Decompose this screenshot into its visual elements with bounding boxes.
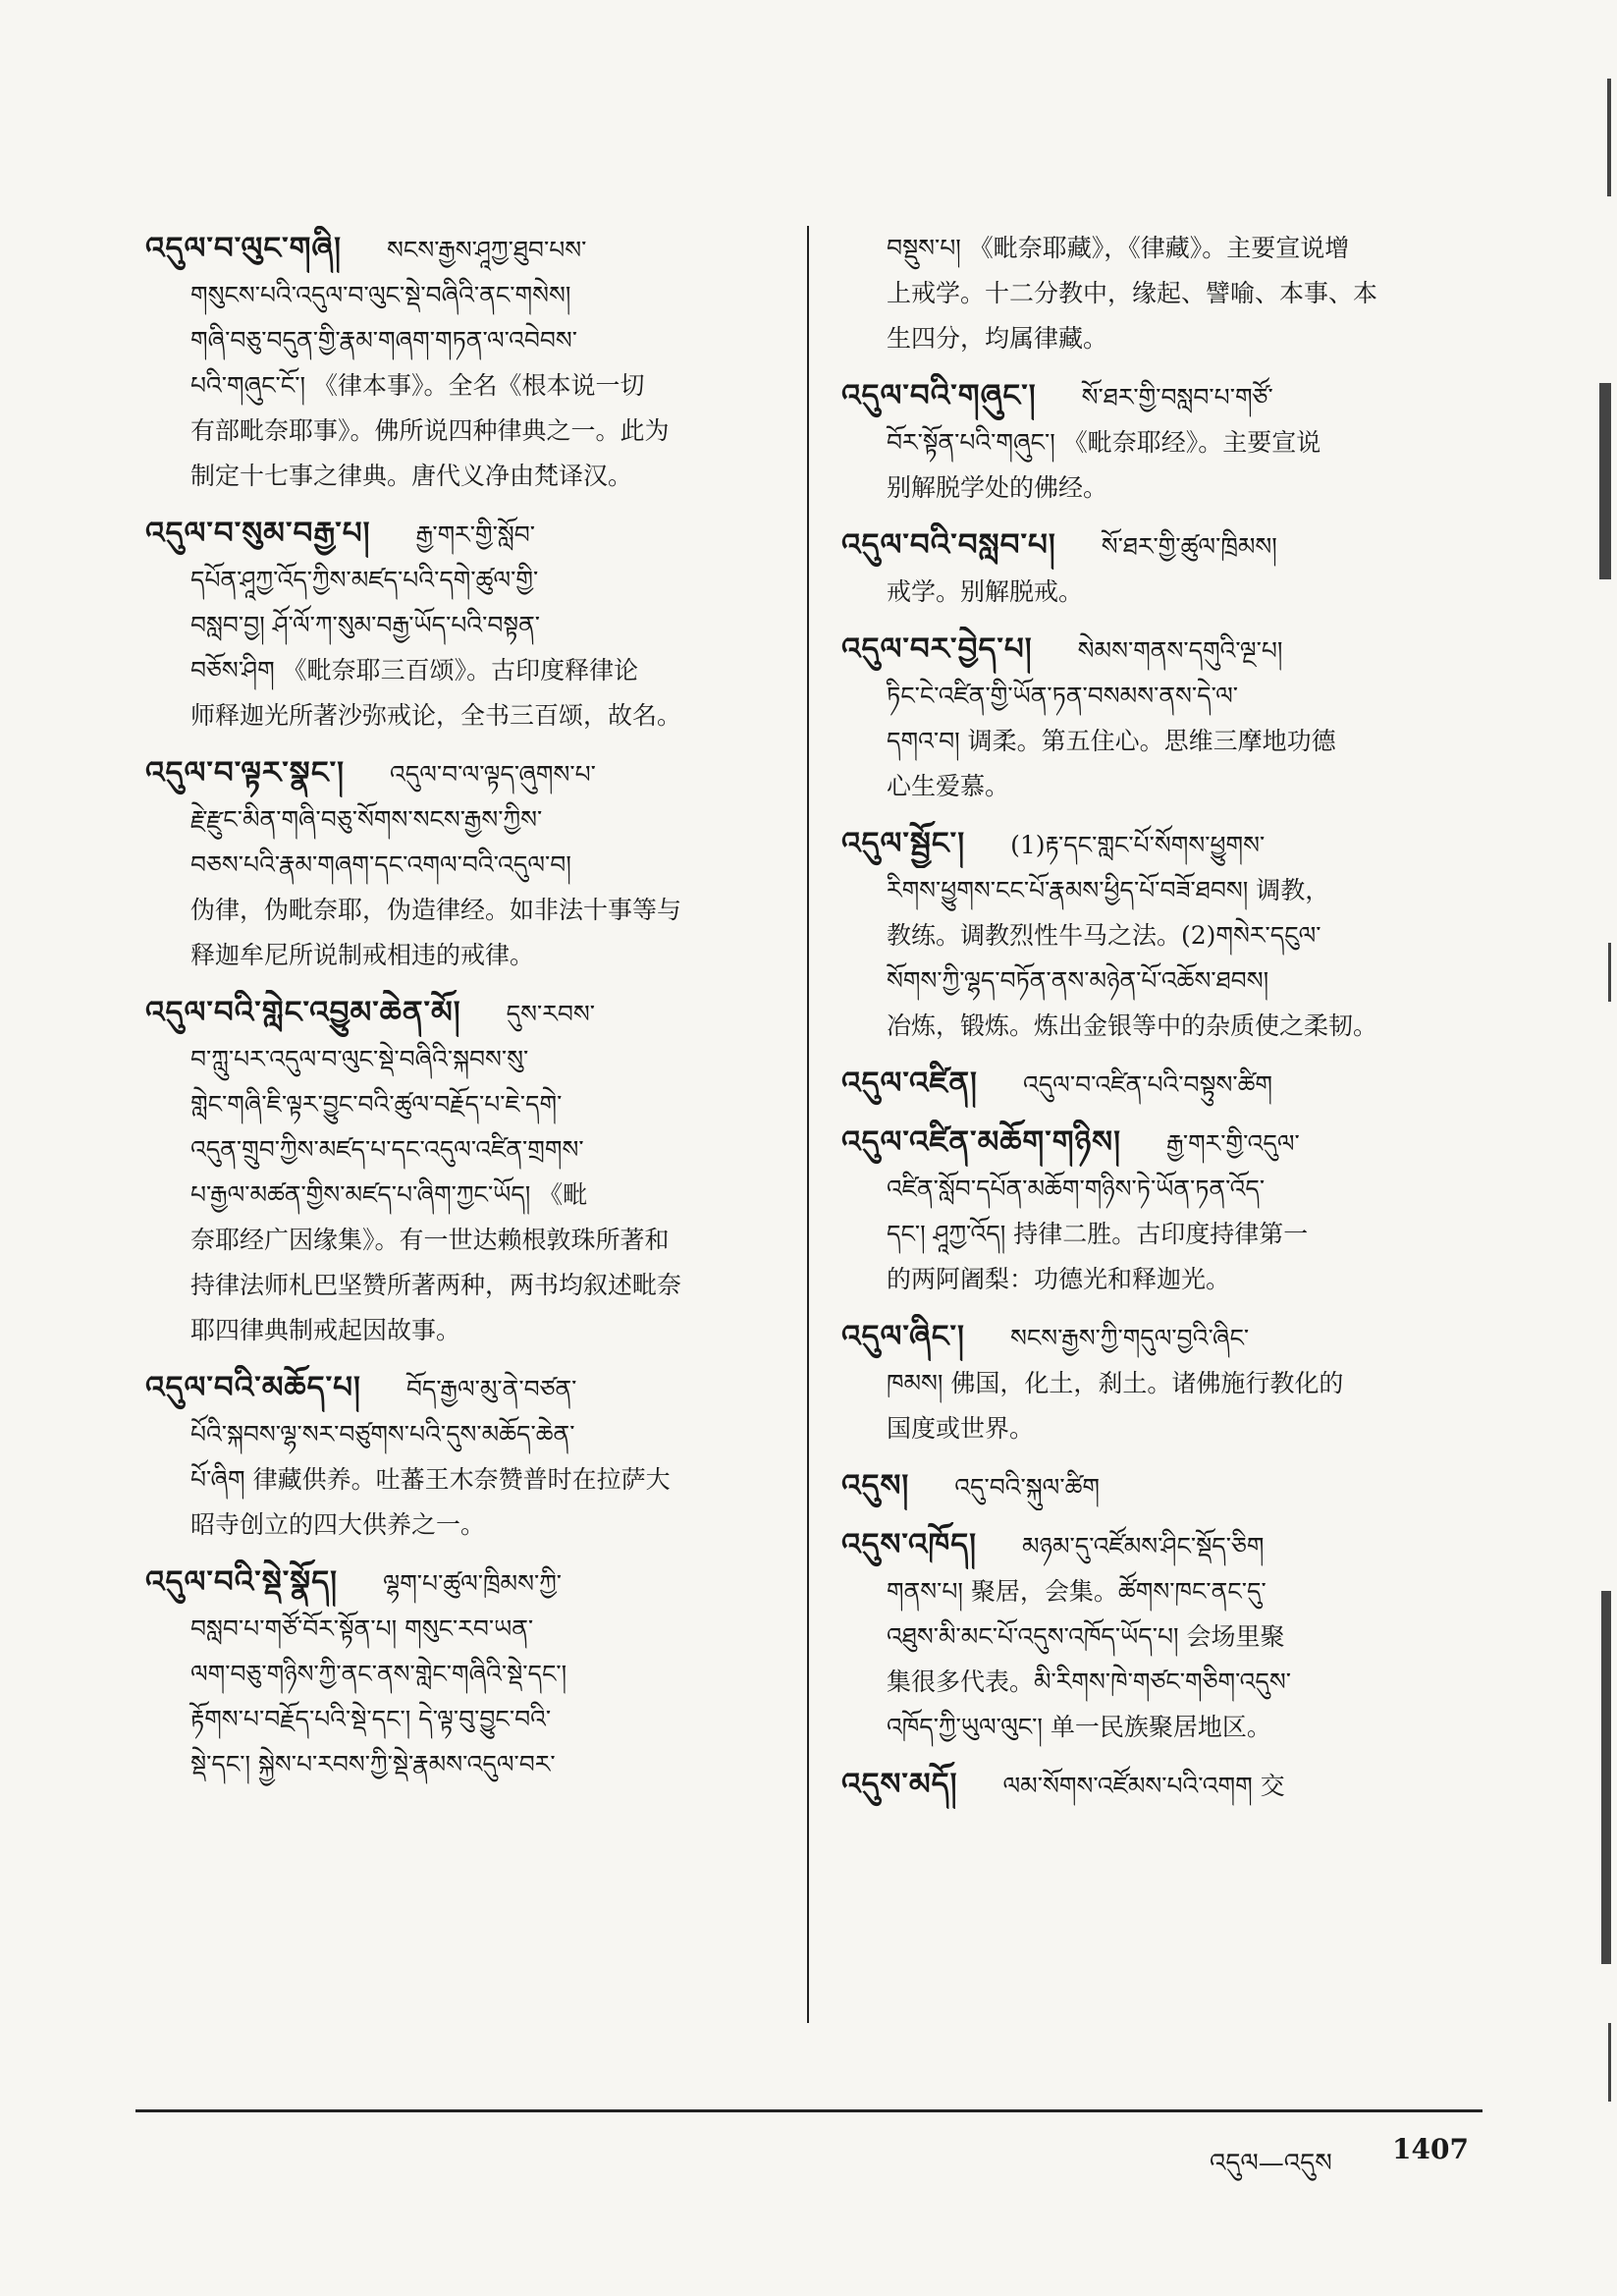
entry-line (841, 1614, 1480, 1660)
entry-line (841, 1212, 1480, 1257)
entry-text: རྗེ་རྫུང་མིན་གཞི་བཅུ་སོགས་སངས་རྒྱས་ཀྱིས་ (190, 805, 543, 834)
entry-text: 伪律，伪毗奈耶，伪造律经。如非法十事等与 (190, 896, 682, 924)
entry-text: 师释迦光所著沙弥戒论，全书三百颂，故名。 (190, 701, 682, 730)
entry-text: འཛིན་སློབ་དཔོན་མཆོག་གཉིས་ཏེ་ཡོན་ཏན་འོད་ (887, 1175, 1266, 1203)
entry-text: འདུན་གྲུབ་ཀྱིས་མཛད་པ་དང་འདུལ་འཛིན་གྲགས་ (190, 1135, 584, 1164)
entry-text: (1)རྟ་དང་གླང་པོ་སོགས་ཕྱུགས་ (1010, 831, 1266, 859)
entry-headword: འདུལ་བར་བྱེད་པ། (841, 631, 1033, 667)
entry-line (841, 1061, 1480, 1108)
entry-line (145, 1607, 774, 1652)
entry-headword: འདུལ་བའི་གཞུང་། (841, 378, 1037, 413)
entry-line (841, 570, 1480, 615)
entry-line (145, 226, 774, 273)
entry-text: སོ་ཐར་གྱི་བསླབ་པ་གཙོ་ (1081, 383, 1273, 411)
entry-text: དགའ་བ། 调柔。第五住心。思维三摩地功德 (887, 727, 1336, 755)
entry-text: རྒྱ་གར་གྱི་སློབ་ (415, 520, 536, 549)
entry-line (145, 1365, 774, 1412)
entry-text: དུས་རབས་ (506, 1000, 595, 1028)
entry-line (145, 1218, 774, 1263)
entry-line (841, 1705, 1480, 1750)
entry-line (841, 226, 1480, 271)
entry-line (145, 273, 774, 318)
entry-headword: འདུལ་བའི་མཆོད་པ། (145, 1370, 361, 1405)
entry-line (145, 693, 774, 738)
entry-line (841, 1167, 1480, 1212)
footer-rule (135, 2109, 1482, 2112)
right-column (841, 226, 1480, 1821)
entry-line (841, 1314, 1480, 1361)
entry-line (841, 1406, 1480, 1451)
page-number: 1407 (1392, 2133, 1469, 2165)
entry-text: 戒学。别解脱戒。 (887, 577, 1084, 606)
entry-text: ལམ་སོགས་འཛོམས་པའི་འགག 交 (1002, 1772, 1285, 1800)
entry-line (145, 558, 774, 603)
entry-line (841, 1762, 1480, 1809)
dictionary-entry (145, 511, 774, 738)
entry-text: བ་ཀླུ་པར་འདུལ་བ་ལུང་སྡེ་བཞིའི་སྐབས་སུ་ (190, 1045, 529, 1073)
dictionary-entry (841, 1762, 1480, 1809)
entry-line (145, 933, 774, 978)
entry-line (841, 522, 1480, 570)
entry-headword: འདུལ་བའི་སྡེ་སྣོད། (145, 1564, 339, 1600)
entry-line (145, 1308, 774, 1353)
entry-line (841, 1522, 1480, 1569)
entry-text: པ་རྒྱལ་མཚན་གྱིས་མཛད་པ་ཞིག་ཀྱང་ཡོད། 《毗 (190, 1180, 588, 1209)
entry-headword: འདུལ་བ་སུམ་བརྒྱ་པ། (145, 516, 371, 551)
entry-line (145, 363, 774, 409)
dictionary-entry (841, 1522, 1480, 1750)
entry-line (841, 958, 1480, 1004)
entry-text: དང་། ཤཱཀྱ་འོད། 持律二胜。古印度持律第一 (887, 1220, 1309, 1248)
entry-line (145, 1652, 774, 1697)
entry-line (841, 1120, 1480, 1167)
dictionary-entry (841, 1061, 1480, 1108)
entry-line (145, 318, 774, 363)
entry-headword: འདུལ་འཛིན། (841, 1066, 978, 1101)
entry-text: ཁམས། 佛国，化土，刹土。诸佛施行教化的 (887, 1369, 1344, 1397)
entry-line (145, 843, 774, 888)
entry-text: པོ་ཞིག 律藏供养。吐蕃王木奈赞普时在拉萨大 (190, 1465, 671, 1494)
entry-line (145, 1082, 774, 1127)
entry-line (841, 868, 1480, 913)
entry-line (145, 1127, 774, 1173)
entry-line (145, 750, 774, 797)
entry-text: 别解脱学处的佛经。 (887, 473, 1108, 502)
entry-line (841, 373, 1480, 420)
binding-edge-marks (1595, 59, 1617, 2121)
entry-text: 奈耶经广因缘集》。有一世达赖根敦珠所著和 (190, 1226, 670, 1254)
entry-line (145, 1263, 774, 1308)
column-divider (807, 226, 809, 2023)
entry-line (145, 454, 774, 499)
entry-line (145, 1697, 774, 1742)
entry-text: 有部毗奈耶事》。佛所说四种律典之一。此为 (190, 416, 670, 445)
entry-line (145, 1742, 774, 1787)
entry-text: སེམས་གནས་དགུའི་ལྔ་པ། (1077, 636, 1283, 665)
entry-text: 制定十七事之律典。唐代义净由梵译汉。 (190, 462, 633, 490)
entry-text: ལག་བཅུ་གཉིས་ཀྱི་ནང་ནས་གླེང་གཞིའི་སྡེ་དང་། (190, 1660, 567, 1688)
entry-text: 冶炼，锻炼。炼出金银等中的杂质使之柔韧。 (887, 1011, 1378, 1040)
entry-line (841, 1004, 1480, 1049)
entry-text: བོར་སྟོན་པའི་གཞུང་། 《毗奈耶经》。主要宣说 (887, 428, 1321, 457)
entry-line (145, 1457, 774, 1503)
entry-text: 国度或世界。 (887, 1414, 1035, 1443)
entry-text: རྟོགས་པ་བརྗོད་པའི་སྡེ་དང་། དེ་ལྟ་བུ་བྱུང་བའི་ (190, 1705, 552, 1733)
entry-line (841, 913, 1480, 958)
entry-text: པོའི་སྐབས་ལྷ་སར་བཙུགས་པའི་དུས་མཆོད་ཆེན་ (190, 1420, 575, 1449)
dictionary-entry (145, 990, 774, 1353)
entry-line (145, 1037, 774, 1082)
entry-text: རིགས་ཕྱུགས་ངང་པོ་རྣམས་ཕྱིད་པོ་བཟོ་ཐབས། 调教， (887, 876, 1330, 904)
entry-headword: འདུལ་ཞིང་། (841, 1319, 965, 1354)
entry-line (841, 764, 1480, 809)
entry-line (841, 627, 1480, 674)
entry-text: 生四分，均属律藏。 (887, 324, 1108, 353)
entry-line (145, 990, 774, 1037)
entry-line (841, 1660, 1480, 1705)
entry-text: མཉམ་དུ་འཛོམས་ཤིང་སྡོད་ཅིག (1022, 1532, 1265, 1560)
entry-text: 心生爱慕。 (887, 772, 1010, 800)
entry-text: བསླབ་བྱ། ཤོ་ལོ་ཀ་སུམ་བརྒྱ་ཡོད་པའི་བསྟན་ (190, 611, 540, 639)
entry-line (145, 1173, 774, 1218)
dictionary-entry (145, 750, 774, 978)
entry-text: འདུལ་བ་ལ་ལྟད་ཞུགས་པ་ (390, 760, 596, 789)
entry-line (841, 719, 1480, 764)
entry-text: 昭寺创立的四大供养之一。 (190, 1510, 486, 1539)
dictionary-entry (841, 627, 1480, 809)
entry-line (841, 1569, 1480, 1614)
entry-text: དཔོན་ཤཱཀྱ་འོད་ཀྱིས་མཛད་པའི་དགེ་ཚུལ་གྱི་ (190, 566, 539, 594)
entry-text: འདུལ་བ་འཛིན་པའི་བསྟུས་ཚིག (1022, 1070, 1272, 1099)
dictionary-entry (841, 821, 1480, 1049)
entry-line (841, 420, 1480, 465)
dictionary-entry (145, 226, 774, 499)
dictionary-entry (841, 226, 1480, 361)
entry-line (145, 1559, 774, 1607)
entry-text: གསུངས་པའི་འདུལ་བ་ལུང་སྡེ་བཞིའི་ནང་གསེས། (190, 281, 571, 309)
dictionary-entry (841, 1463, 1480, 1510)
entry-text: ཏིང་ངེ་འཛིན་གྱི་ཡོན་ཏན་བསམས་ནས་དེ་ལ་ (887, 682, 1239, 710)
entry-text: བསླབ་པ་གཙོ་བོར་སྟོན་པ། གསུང་རབ་ཡན་ (190, 1614, 534, 1643)
left-column (145, 226, 774, 1799)
entry-text: སོ་ཐར་གྱི་ཚུལ་ཁྲིམས། (1101, 532, 1277, 561)
entry-text: འཐུས་མི་མང་པོ་འདུས་འཁོད་ཡོད་པ། 会场里聚 (887, 1622, 1285, 1651)
entry-text: 集很多代表。མི་རིགས་ཁེ་གཙང་གཅིག་འདུས་ (887, 1667, 1291, 1696)
page-range: འདུལ—འདུས (1210, 2149, 1332, 2178)
entry-headword: འདུལ་བ་ལུང་གཞི། (145, 231, 343, 266)
entry-text: པའི་གཞུང་ངོ་། 《律本事》。全名《根本说一切 (190, 371, 645, 400)
dictionary-entry (841, 522, 1480, 615)
entry-line (145, 1412, 774, 1457)
entry-line (841, 316, 1480, 361)
entry-text: སངས་རྒྱས་ཤཱཀྱ་ཐུབ་པས་ (387, 236, 587, 264)
entry-headword: འདུལ་སྦྱོང་། (841, 826, 966, 861)
dictionary-entry (841, 1120, 1480, 1302)
entry-line (145, 888, 774, 933)
entry-text: བསྡུས་པ། 《毗奈耶藏》，《律藏》。主要宣说增 (887, 234, 1350, 262)
entry-line (841, 674, 1480, 719)
entry-line (145, 648, 774, 693)
entry-line (841, 821, 1480, 868)
entry-text: འཁོད་ཀྱི་ཡུལ་ལུང་། 单一民族聚居地区。 (887, 1713, 1271, 1741)
dictionary-entry (145, 1559, 774, 1787)
entry-line (145, 409, 774, 454)
entry-headword: འདུས་འཁོད། (841, 1527, 978, 1562)
dictionary-entry (841, 1314, 1480, 1451)
entry-text: གཞི་བཅུ་བདུན་གྱི་རྣམ་གཞག་གཏན་ལ་འབེབས་ (190, 326, 578, 355)
entry-text: 教练。调教烈性牛马之法。(2)གསེར་དངུལ་ (887, 921, 1321, 950)
entry-text: རྒྱ་གར་གྱི་འདུལ་ (1165, 1129, 1300, 1158)
entry-text: བཅས་པའི་རྣམ་གཞག་དང་འགལ་བའི་འདུལ་བ། (190, 850, 571, 879)
entry-text: གནས་པ། 聚居，会集。ཚོགས་ཁང་ནང་དུ་ (887, 1577, 1267, 1606)
entry-headword: འདུས། (841, 1468, 910, 1503)
entry-headword: འདུལ་བའི་བསླབ་པ། (841, 527, 1056, 563)
entry-text: 持律法师札巴坚赞所著两种，两书均叙述毗奈 (190, 1271, 682, 1299)
entry-text: འདུ་བའི་སྐུལ་ཚིག (954, 1473, 1100, 1502)
entry-line (145, 603, 774, 648)
entry-headword: འདུལ་འཛིན་མཆོག་གཉིས། (841, 1124, 1121, 1160)
entry-text: 上戒学。十二分教中，缘起、譬喻、本事、本 (887, 279, 1378, 307)
entry-line (841, 271, 1480, 316)
entry-line (841, 465, 1480, 511)
entry-headword: འདུས་མདོ། (841, 1767, 958, 1802)
entry-line (145, 797, 774, 843)
entry-text: བོད་རྒྱལ་མུ་ནེ་བཙན་ (405, 1375, 577, 1403)
entry-line (145, 1503, 774, 1548)
dictionary-entry (841, 373, 1480, 511)
entry-headword: འདུལ་བ་ལྟར་སྣང་། (145, 755, 345, 791)
entry-line (841, 1361, 1480, 1406)
entry-text: སོགས་ཀྱི་ལྷད་བཏོན་ནས་མཉེན་པོ་འཆོས་ཐབས། (887, 966, 1269, 995)
entry-line (841, 1463, 1480, 1510)
entry-text: ལྷག་པ་ཚུལ་ཁྲིམས་ཀྱི་ (383, 1569, 563, 1598)
entry-text: གླེང་གཞི་ཇི་ལྟར་བྱུང་བའི་ཚུལ་བརྗོད་པ་ཇེ་དགེ་ (190, 1090, 563, 1119)
dictionary-entry (145, 1365, 774, 1548)
entry-line (841, 1257, 1480, 1302)
entry-headword: འདུལ་བའི་གླེང་འབྱུམ་ཆེན་མོ། (145, 995, 461, 1030)
entry-text: 耶四律典制戒起因故事。 (190, 1316, 461, 1344)
entry-line (145, 511, 774, 558)
entry-text: སངས་རྒྱས་ཀྱི་གདུལ་བྱའི་ཞིང་ (1009, 1324, 1250, 1352)
entry-text: སྡེ་དང་། སྐྱེས་པ་རབས་ཀྱི་སྡེ་རྣམས་འདུལ་བར་ (190, 1750, 556, 1778)
entry-text: 释迦牟尼所说制戒相违的戒律。 (190, 941, 535, 969)
entry-text: 的两阿阇梨：功德光和释迦光。 (887, 1265, 1231, 1293)
entry-text: བཅོས་ཤིག 《毗奈耶三百颂》。古印度释律论 (190, 656, 639, 684)
